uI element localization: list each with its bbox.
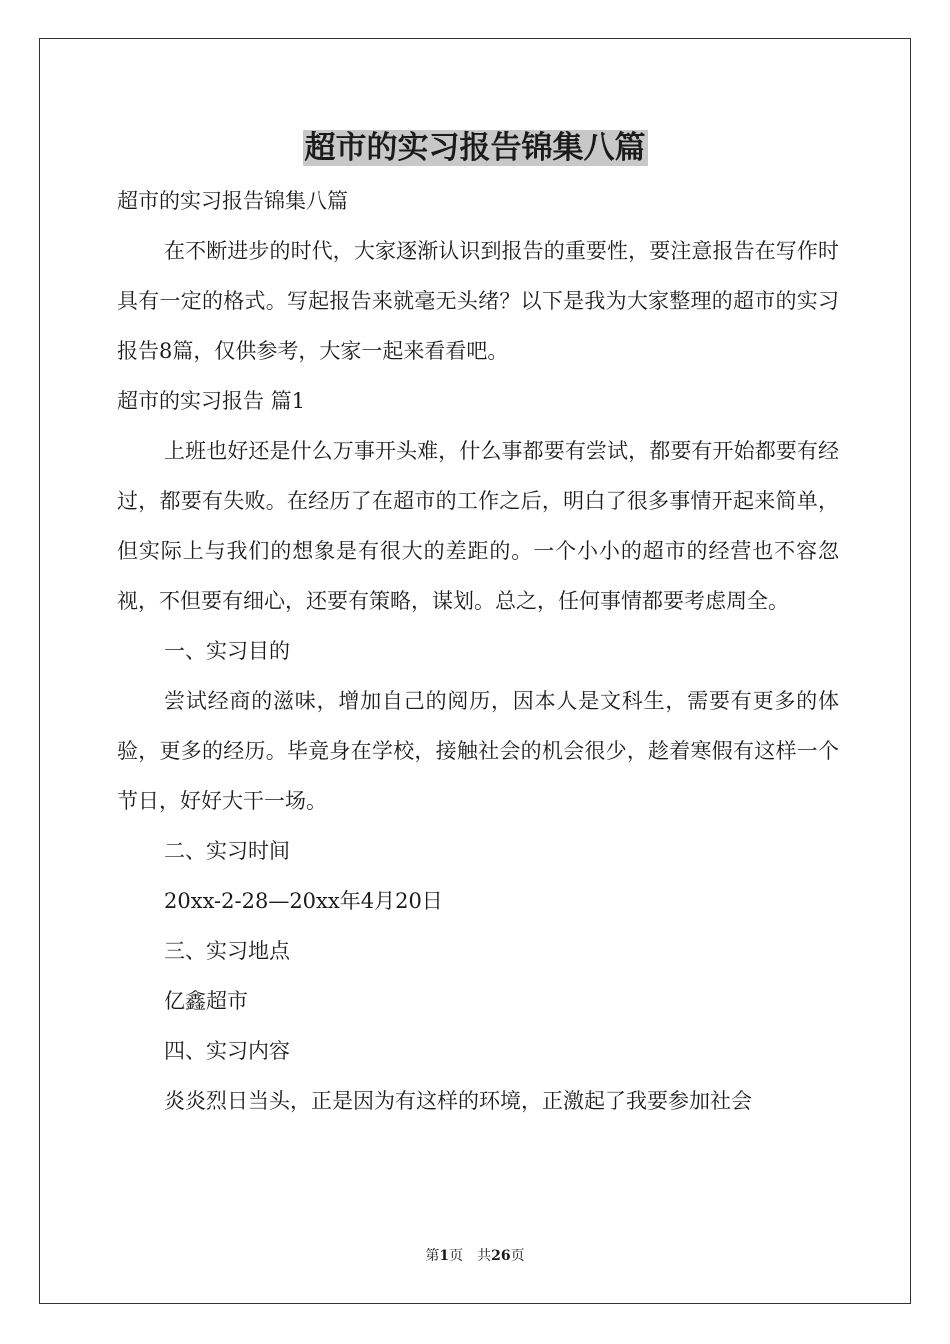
paragraph: 尝试经商的滋味，增加自己的阅历，因本人是文科生，需要有更多的体验，更多的经历。毕竟身在学校，接触社会的机会很少，趁着寒假有这样一个节日，好好大干一场。 xyxy=(117,689,839,813)
footer-total-prefix: 共 xyxy=(477,1248,492,1264)
section-heading: 超市的实习报告 篇1 xyxy=(117,389,306,413)
page-footer xyxy=(0,1246,950,1266)
subheading: 一、实习目的 xyxy=(164,639,290,663)
footer-total-pages: 26 xyxy=(491,1248,511,1264)
paragraph: 炎炎烈日当头，正是因为有这样的环境，正激起了我要参加社会 xyxy=(164,1089,752,1113)
footer-page-number: 1 xyxy=(439,1248,450,1264)
paragraph: 20xx-2-28—20xx年4月20日 xyxy=(164,889,443,913)
subheading: 二、实习时间 xyxy=(164,839,290,863)
paragraph: 上班也好还是什么万事开头难，什么事都要有尝试，都要有开始都要有经过，都要有失败。在经历了在超市的工作之后，明白了很多事情开起来简单，但实际上与我们的想象是有很大的差距的。一个小小的超市的经营也不容忽视，不但要有细心，还要有策略，谋划。总之，任何事情都要考虑周全。 xyxy=(117,439,839,613)
footer-total-suffix: 页 xyxy=(510,1248,525,1264)
paragraph: 亿鑫超市 xyxy=(164,989,248,1013)
subheading: 四、实习内容 xyxy=(164,1039,290,1063)
document-title xyxy=(0,125,950,171)
document-body xyxy=(117,176,839,1126)
document-title-text: 超市的实习报告锦集八篇 xyxy=(304,130,646,166)
paragraph: 超市的实习报告锦集八篇 xyxy=(117,189,348,213)
paragraph: 在不断进步的时代，大家逐渐认识到报告的重要性，要注意报告在写作时具有一定的格式。写起报告来就毫无头绪？以下是我为大家整理的超市的实习报告8篇，仅供参考，大家一起来看看吧。 xyxy=(117,239,839,363)
footer-page-prefix: 第 xyxy=(425,1248,440,1264)
subheading: 三、实习地点 xyxy=(164,939,290,963)
footer-page-suffix: 页 xyxy=(449,1248,464,1264)
